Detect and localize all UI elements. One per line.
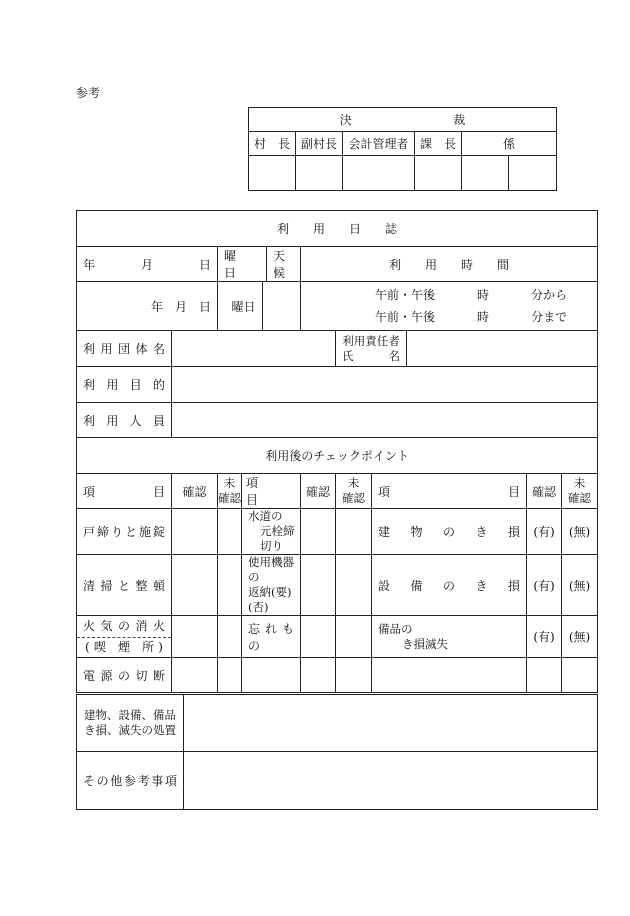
time-to-hour: 時 bbox=[477, 310, 490, 324]
weather-value[interactable] bbox=[263, 282, 301, 330]
weekday-header: 曜 日 bbox=[218, 247, 267, 281]
other-notes-label: その他参考事項 bbox=[77, 752, 184, 810]
responsible-label bbox=[336, 331, 407, 367]
check-item-building-damage: 建物のき損 bbox=[372, 509, 527, 555]
role-section-chief: 課 長 bbox=[415, 132, 462, 156]
time-value[interactable] bbox=[301, 282, 598, 331]
col-confirmed-1: 確認 bbox=[172, 474, 218, 509]
check-yes[interactable]: (有) bbox=[527, 616, 562, 658]
check-item-lock: 戸締りと施錠 bbox=[77, 509, 172, 555]
check-item-fire bbox=[77, 616, 172, 658]
users-label: 利用人員 bbox=[77, 403, 172, 438]
damage-label-line2: き損、滅失の処置 bbox=[84, 723, 176, 737]
check-item-lost-items: 忘れもの bbox=[242, 616, 301, 658]
stamp-box[interactable] bbox=[509, 156, 557, 191]
check-box-unconfirmed[interactable] bbox=[218, 555, 242, 616]
reference-label: 参考 bbox=[76, 86, 101, 100]
check-yes[interactable]: (有) bbox=[527, 509, 562, 555]
time-from-ampm: 午前・午後 bbox=[375, 288, 436, 302]
time-to-row bbox=[371, 306, 571, 328]
responsible-label-line1: 利用責任者 bbox=[342, 333, 400, 348]
other-notes-field[interactable] bbox=[184, 752, 598, 810]
check-box-confirmed[interactable] bbox=[172, 555, 218, 616]
col-unconfirmed-1 bbox=[218, 474, 242, 509]
role-deputy-head: 副村長 bbox=[296, 132, 343, 156]
group-name-label: 利用団体名 bbox=[77, 331, 172, 367]
check-item-fire-line2: (喫 煙 所) bbox=[85, 640, 163, 654]
damage-handling-field[interactable] bbox=[184, 694, 598, 752]
check-item-supplies-line1: 備品の bbox=[378, 621, 413, 636]
stamp-box[interactable] bbox=[462, 156, 509, 191]
date-header: 年 月 日 bbox=[77, 247, 218, 282]
check-item-equipment-line1: 使用機器の bbox=[248, 555, 294, 584]
check-item-water-line1: 水道の bbox=[248, 509, 283, 523]
damage-handling-label bbox=[77, 694, 184, 752]
check-item-supplies-damage bbox=[372, 616, 527, 658]
check-box-confirmed[interactable] bbox=[301, 658, 336, 694]
check-yes[interactable]: (有) bbox=[527, 555, 562, 616]
role-village-head: 村 長 bbox=[249, 132, 296, 156]
responsible-label-line2: 氏 名 bbox=[342, 348, 400, 363]
empty-cell bbox=[242, 658, 301, 694]
purpose-label: 利用目的 bbox=[77, 367, 172, 403]
check-box-confirmed[interactable] bbox=[172, 658, 218, 694]
check-box-confirmed[interactable] bbox=[301, 555, 336, 616]
weekday-weather-header bbox=[218, 247, 310, 282]
role-accountant: 会計管理者 bbox=[343, 132, 415, 156]
check-item-equipment-return bbox=[242, 555, 301, 616]
col-item-3: 項 目 bbox=[372, 474, 527, 509]
weekday-value: 曜日 bbox=[218, 282, 263, 330]
col-item-1: 項 目 bbox=[77, 474, 172, 509]
col-unconfirmed-1-line1: 未 bbox=[223, 476, 236, 490]
time-to-minute: 分まで bbox=[531, 310, 568, 324]
time-from-hour: 時 bbox=[477, 288, 490, 302]
time-from-minute: 分から bbox=[531, 288, 568, 302]
check-box-confirmed[interactable] bbox=[301, 509, 336, 555]
empty-cell bbox=[372, 658, 527, 694]
empty-cell bbox=[527, 658, 562, 694]
approval-header-right: 裁 bbox=[453, 113, 466, 127]
check-item-facility-damage: 設備のき損 bbox=[372, 555, 527, 616]
check-item-supplies-line2: き損滅失 bbox=[402, 636, 448, 651]
time-from-row bbox=[371, 284, 571, 306]
time-header: 利 用 時 間 bbox=[301, 247, 598, 282]
date-value[interactable] bbox=[77, 282, 218, 331]
approval-header bbox=[249, 108, 557, 132]
check-item-power-off: 電源の切断 bbox=[77, 658, 172, 694]
weekday-weather-value[interactable] bbox=[218, 282, 301, 331]
check-box-unconfirmed[interactable] bbox=[336, 616, 372, 658]
col-unconfirmed-2 bbox=[336, 474, 372, 509]
role-staff: 係 bbox=[462, 132, 557, 156]
check-item-water bbox=[242, 509, 301, 555]
check-box-confirmed[interactable] bbox=[172, 509, 218, 555]
col-unconfirmed-2-line2: 確認 bbox=[342, 491, 365, 505]
check-box-unconfirmed[interactable] bbox=[218, 509, 242, 555]
approval-table bbox=[248, 107, 557, 191]
users-field[interactable] bbox=[172, 403, 598, 438]
stamp-box[interactable] bbox=[415, 156, 462, 191]
stamp-box[interactable] bbox=[249, 156, 296, 191]
col-item-2: 項 目 bbox=[242, 474, 301, 509]
check-item-equipment-line2: 返納(要)(否) bbox=[248, 585, 292, 614]
check-item-fire-line1: 火気の消火 bbox=[77, 616, 171, 638]
col-unconfirmed-3 bbox=[562, 474, 598, 509]
usage-log-table bbox=[76, 210, 598, 810]
col-unconfirmed-1-line2: 確認 bbox=[218, 491, 241, 505]
responsible-name-field[interactable] bbox=[407, 331, 598, 367]
stamp-box[interactable] bbox=[296, 156, 343, 191]
weather-header: 天 候 bbox=[273, 249, 310, 280]
check-box-unconfirmed[interactable] bbox=[336, 658, 372, 694]
approval-header-left: 決 bbox=[339, 113, 352, 127]
col-confirmed-2: 確認 bbox=[301, 474, 336, 509]
time-to-ampm: 午前・午後 bbox=[375, 310, 436, 324]
date-value-text: 年 月 日 bbox=[150, 299, 211, 314]
check-box-unconfirmed[interactable] bbox=[218, 658, 242, 694]
col-confirmed-3: 確認 bbox=[527, 474, 562, 509]
check-box-unconfirmed[interactable] bbox=[218, 616, 242, 658]
check-box-confirmed[interactable] bbox=[172, 616, 218, 658]
check-item-water-line2: 元栓締切り bbox=[260, 524, 295, 553]
col-unconfirmed-2-line1: 未 bbox=[347, 476, 360, 490]
check-item-cleaning: 清掃と整頓 bbox=[77, 555, 172, 616]
damage-label-line1: 建物、設備、備品 bbox=[84, 708, 176, 722]
stamp-box[interactable] bbox=[343, 156, 415, 191]
group-name-field[interactable] bbox=[172, 331, 336, 367]
col-unconfirmed-3-line1: 未 bbox=[573, 476, 586, 490]
purpose-field[interactable] bbox=[172, 367, 598, 403]
log-title: 利 用 日 誌 bbox=[77, 211, 598, 247]
check-box-unconfirmed[interactable] bbox=[336, 509, 372, 555]
check-no[interactable]: (無) bbox=[562, 555, 598, 616]
col-unconfirmed-3-line2: 確認 bbox=[568, 491, 592, 505]
empty-cell bbox=[562, 658, 598, 694]
check-box-unconfirmed[interactable] bbox=[336, 555, 372, 616]
check-no[interactable]: (無) bbox=[562, 509, 598, 555]
check-box-confirmed[interactable] bbox=[301, 616, 336, 658]
checkpoint-title: 利用後のチェックポイント bbox=[77, 438, 598, 474]
check-no[interactable]: (無) bbox=[562, 616, 598, 658]
